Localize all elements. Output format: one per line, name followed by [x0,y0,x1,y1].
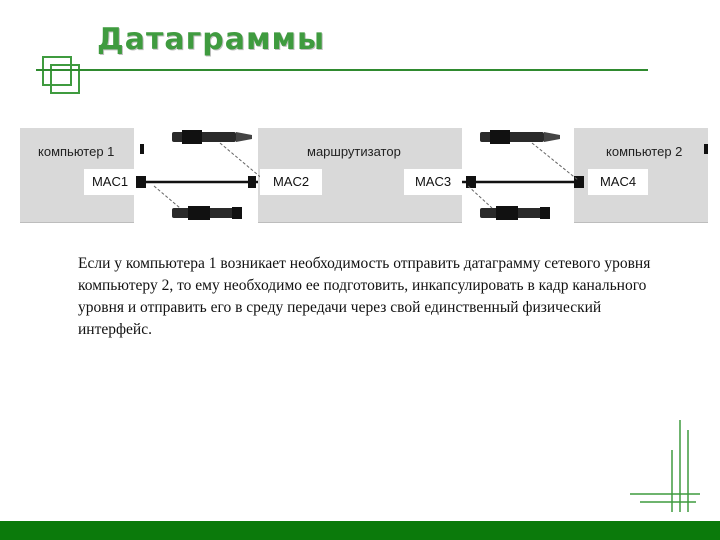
cable-connector-icon [172,130,252,144]
mac4-label: MAC4 [588,169,648,195]
cable-connector-icon [480,130,560,144]
plug-icon [466,176,476,188]
cable-connector-icon [172,206,242,220]
computer-1-label: компьютер 1 [38,144,115,159]
network-diagram [20,128,708,222]
computer-2-label: компьютер 2 [606,144,683,159]
router-label: маршрутизатор [307,144,401,159]
plug-icon [248,176,256,188]
slide-title: Датаграммы [97,22,326,57]
mac2-label: MAC2 [260,169,322,195]
body-paragraph: Если у компьютера 1 возникает необходимость отправить датаграмму сетевого уровня компьютеру 2, то ему необходимо ее подготовить, инкапсулировать в кадр канального уровня и отправить его в среду передачи через свой единственный физический интерфейс. [78,255,651,338]
mac3-label: MAC3 [404,169,462,195]
cable-connector-icon [480,206,550,220]
corner-decoration [630,420,700,520]
footer-bar [0,521,720,540]
title-underline [36,69,648,71]
mac1-label: MAC1 [84,169,136,195]
